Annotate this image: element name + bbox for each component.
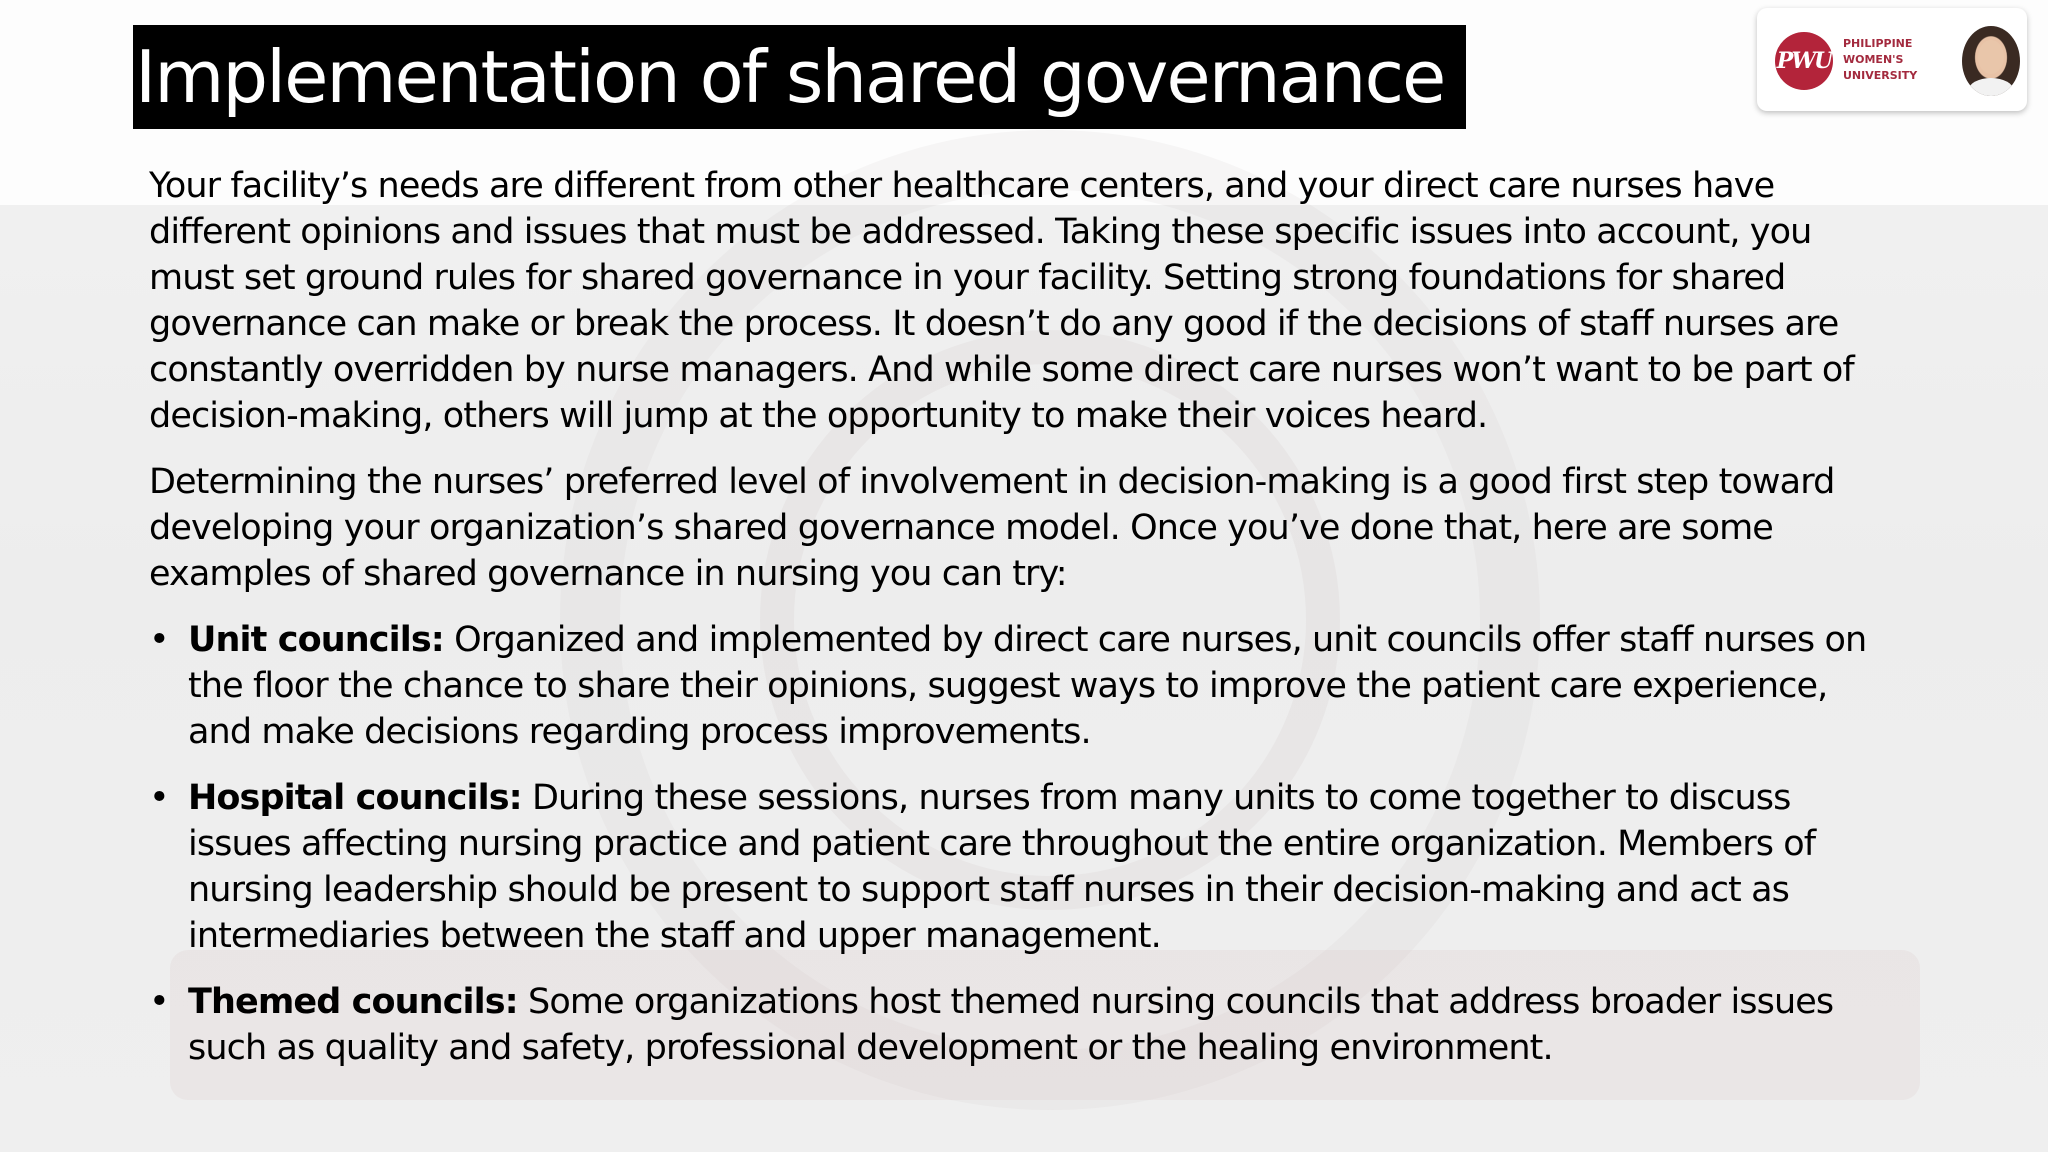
university-name-line: PHILIPPINE	[1843, 37, 1913, 50]
list-item	[149, 979, 1889, 1071]
bullet-icon: •	[149, 982, 169, 1022]
university-name-line: WOMEN'S	[1843, 53, 1904, 66]
title-box	[133, 25, 1466, 129]
university-seal-icon: PWU	[1775, 32, 1833, 90]
avatar-shirt	[1968, 78, 2014, 96]
bullet-icon: •	[149, 620, 169, 660]
bullet-icon: •	[149, 778, 169, 818]
slide-title: Implementation of shared governance	[135, 35, 1445, 119]
list-item-text: During these sessions, nurses from many units to come together to discuss issues affecting nursing practice and patient care throughout the entire organization. Members of nursing leadership should be present to support staff nurses in their decision-making and act as intermediaries between the staff and upper management.	[188, 778, 1816, 956]
presenter-avatar	[1962, 26, 2020, 96]
slide-body	[149, 163, 1889, 1091]
list-item-term: Hospital councils:	[188, 778, 522, 818]
body-paragraph: Your facility’s needs are different from other healthcare centers, and your direct care nurses have different opinions and issues that must be addressed. Taking these specific issues into account, you must set ground rules for shared governance in your facility. Setting strong foundations for shared governance can make or break the process. It doesn’t do any good if the decisions of staff nurses are constantly overridden by nurse managers. And while some direct care nurses won’t want to be part of decision-making, others will jump at the opportunity to make their voices heard.	[149, 166, 1854, 436]
presenter-logo-card	[1757, 8, 2027, 111]
body-paragraph: Determining the nurses’ preferred level of involvement in decision-making is a good first step toward developing your organization’s shared governance model. Once you’ve done that, here are some examples of shared governance in nursing you can try:	[149, 462, 1835, 594]
list-item-term: Themed councils:	[188, 982, 518, 1022]
list-item	[149, 775, 1889, 959]
university-name-line: UNIVERSITY	[1843, 69, 1918, 82]
university-name	[1843, 36, 1933, 84]
list-item-text: Some organizations host themed nursing councils that address broader issues such as quality and safety, professional development or the healing environment.	[188, 982, 1834, 1068]
avatar-face	[1978, 40, 2004, 74]
list-item	[149, 617, 1889, 755]
list-item-text: Organized and implemented by direct care nurses, unit councils offer staff nurses on the floor the chance to share their opinions, suggest ways to improve the patient care experience, and make decisions regarding process improvements.	[188, 620, 1867, 752]
council-list	[149, 617, 1889, 1071]
list-item-term: Unit councils:	[188, 620, 444, 660]
